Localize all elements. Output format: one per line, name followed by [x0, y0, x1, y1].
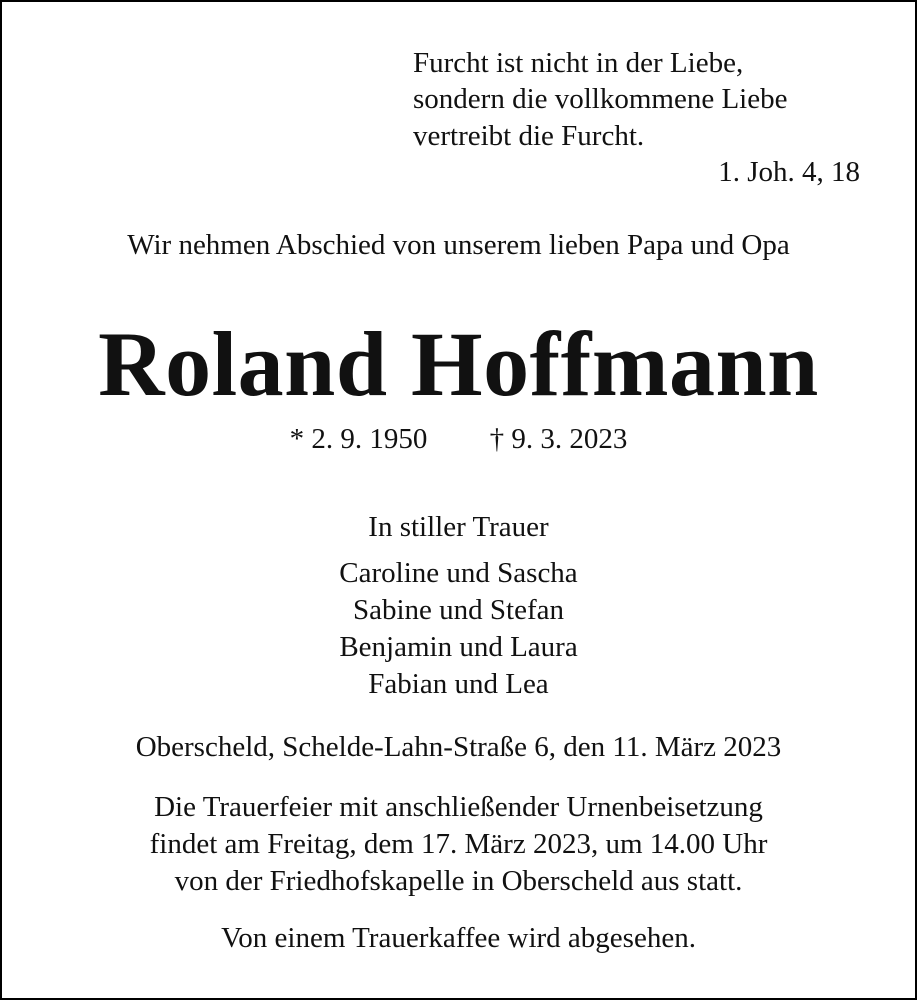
quote-reference: 1. Joh. 4, 18 [718, 155, 860, 188]
mourning-heading: In stiller Trauer [368, 511, 549, 543]
bible-quote [413, 45, 860, 190]
quote-line: vertreibt die Furcht. [413, 119, 645, 152]
mourner-item: Fabian und Lea [368, 668, 549, 700]
quote-line: sondern die vollkommene Liebe [413, 83, 788, 116]
death-date: † 9. 3. 2023 [489, 423, 628, 455]
deceased-name: Roland Hoffmann [98, 313, 819, 415]
birth-date: * 2. 9. 1950 [289, 423, 428, 455]
quote-line: Furcht ist nicht in der Liebe, [413, 47, 744, 79]
mourner-item: Sabine und Stefan [352, 594, 564, 626]
service-line: findet am Freitag, dem 17. März 2023, um 14.00 Uhr [149, 828, 768, 860]
coffee-note: Von einem Trauerkaffee wird abgesehen. [221, 922, 696, 954]
place-and-date: Oberscheld, Schelde-Lahn-Straße 6, den 11. März 2023 [135, 731, 782, 763]
mourner-item: Caroline und Sascha [339, 557, 578, 589]
life-dates [2, 421, 915, 457]
mourner-item: Benjamin und Laura [339, 631, 578, 663]
service-line: Die Trauerfeier mit anschließender Urnenbeisetzung [154, 791, 763, 823]
funeral-service-info [2, 789, 915, 900]
service-line: von der Friedhofskapelle in Oberscheld aus statt. [174, 865, 743, 897]
farewell-text: Wir nehmen Abschied von unserem lieben Papa und Opa [127, 229, 790, 261]
mourners-list [2, 555, 915, 703]
